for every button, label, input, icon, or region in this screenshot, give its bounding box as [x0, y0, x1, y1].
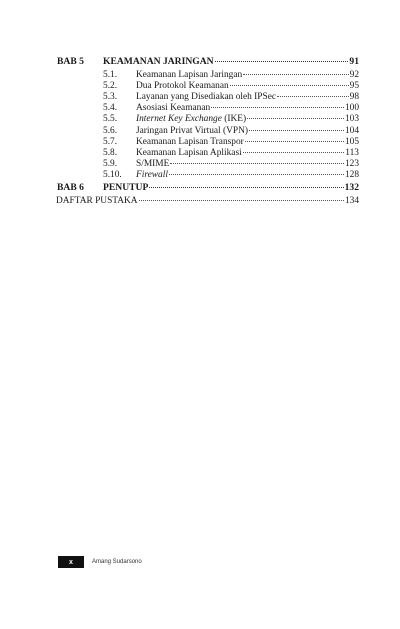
- section-page: 100: [344, 103, 359, 114]
- table-of-contents: [57, 56, 359, 207]
- section-number: 5.3.: [103, 92, 118, 103]
- toc-section-5-7[interactable]: [57, 137, 359, 148]
- section-page: 105: [344, 136, 359, 147]
- dot-leader: [139, 200, 344, 201]
- section-title: Asosiasi Keamanan: [136, 103, 211, 114]
- section-title: Keamanan Lapisan Jaringan: [136, 70, 243, 81]
- toc-section-5-10[interactable]: [57, 170, 359, 181]
- page-footer: [58, 556, 142, 568]
- dot-leader: [215, 61, 349, 62]
- toc-section-5-8[interactable]: [57, 148, 359, 159]
- dot-leader: [249, 130, 344, 131]
- section-page: 123: [344, 158, 359, 169]
- toc-section-5-5[interactable]: [57, 114, 359, 125]
- page-number: x: [69, 558, 73, 566]
- section-number: 5.4.: [103, 103, 118, 114]
- section-title: Firewall: [136, 169, 168, 180]
- section-number: 5.5.: [103, 114, 118, 125]
- dot-leader: [243, 74, 348, 75]
- section-title: Keamanan Lapisan Aplikasi: [136, 147, 242, 158]
- toc-section-5-3[interactable]: [57, 92, 359, 103]
- section-title: Layanan yang Disediakan oleh IPSec: [136, 92, 277, 103]
- section-number: 5.1.: [103, 70, 118, 81]
- section-title: Dua Protokol Keamanan: [136, 81, 229, 92]
- section-number: 5.8.: [103, 147, 118, 158]
- section-title-rest: (IKE): [221, 114, 247, 125]
- dot-leader: [211, 107, 344, 108]
- chapter-page: 132: [344, 182, 359, 194]
- dot-leader: [149, 187, 343, 188]
- section-number: 5.10.: [103, 169, 122, 180]
- chapter-label: BAB 6: [57, 182, 84, 194]
- author-name: Amang Sudarsono: [92, 559, 142, 565]
- toc-chapter-6[interactable]: [57, 182, 359, 193]
- section-number: 5.9.: [103, 158, 118, 169]
- section-page: 95: [349, 81, 359, 92]
- chapter-page: 91: [349, 56, 359, 67]
- section-number: 5.7.: [103, 136, 118, 147]
- bibliography-title: DAFTAR PUSTAKA: [56, 196, 138, 207]
- section-number: 5.6.: [103, 125, 118, 136]
- section-page: 103: [344, 114, 359, 125]
- section-page: 104: [344, 125, 359, 136]
- dot-leader: [277, 96, 349, 97]
- dot-leader: [245, 141, 344, 142]
- section-page: 128: [344, 169, 359, 180]
- bibliography-page: 134: [344, 196, 359, 207]
- dot-leader: [243, 152, 345, 153]
- toc-chapter-5[interactable]: [57, 56, 359, 67]
- section-page: 113: [345, 147, 359, 158]
- toc-section-5-4[interactable]: [57, 103, 359, 114]
- section-page: 98: [349, 92, 359, 103]
- section-title: Keamanan Lapisan Transpor: [136, 136, 244, 147]
- chapter-title: PENUTUP: [103, 182, 149, 194]
- section-title: Jaringan Privat Virtual (VPN): [136, 125, 249, 136]
- toc-section-5-9[interactable]: [57, 159, 359, 170]
- dot-leader: [170, 163, 344, 164]
- toc-bibliography[interactable]: [56, 196, 359, 207]
- toc-section-5-6[interactable]: [57, 126, 359, 137]
- section-page: 92: [349, 70, 359, 81]
- section-title: S/MIME: [136, 158, 170, 169]
- section-title-italic: Internet Key Exchange: [136, 114, 222, 125]
- toc-section-5-2[interactable]: [57, 81, 359, 92]
- toc-section-5-1[interactable]: [57, 70, 359, 81]
- dot-leader: [230, 85, 349, 86]
- dot-leader: [169, 174, 344, 175]
- section-title: [136, 114, 246, 125]
- dot-leader: [247, 118, 344, 119]
- chapter-title: KEAMANAN JARINGAN: [103, 56, 214, 67]
- section-number: 5.2.: [103, 81, 118, 92]
- chapter-label: BAB 5: [57, 56, 84, 67]
- page-number-box: [58, 556, 84, 568]
